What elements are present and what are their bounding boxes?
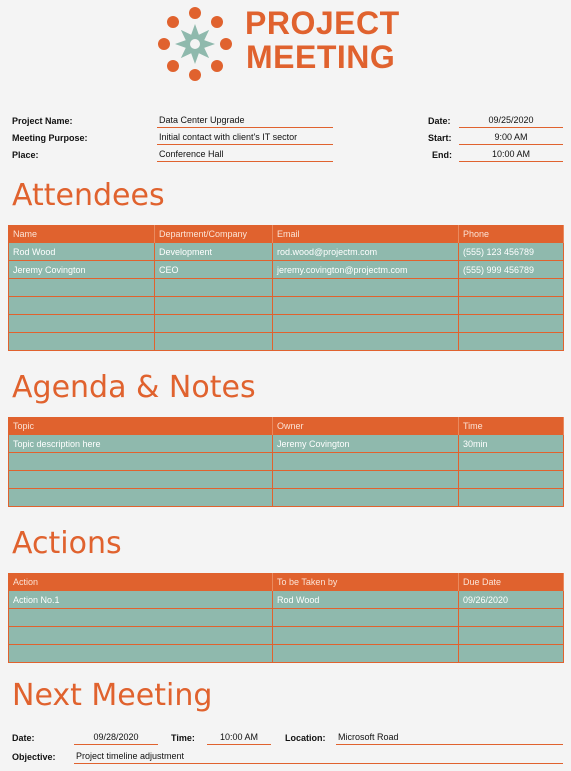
actions-heading: Actions xyxy=(12,526,122,561)
project-name-field[interactable]: Data Center Upgrade xyxy=(157,114,333,128)
title-line-2: MEETING xyxy=(246,39,396,75)
end-time-field[interactable]: 10:00 AM xyxy=(459,148,563,162)
table-cell[interactable] xyxy=(459,333,564,351)
table-cell[interactable]: Rod Wood xyxy=(273,591,459,609)
table-row xyxy=(9,591,564,609)
table-cell[interactable] xyxy=(9,627,273,645)
table-cell[interactable] xyxy=(273,297,459,315)
next-date-field[interactable]: 09/28/2020 xyxy=(74,731,158,745)
table-cell[interactable]: 30min xyxy=(459,435,564,453)
attendees-table xyxy=(8,225,564,351)
objective-field[interactable]: Project timeline adjustment xyxy=(74,750,563,764)
title-line-1: PROJECT xyxy=(245,5,400,41)
table-cell[interactable] xyxy=(459,609,564,627)
table-row xyxy=(9,627,564,645)
table-row xyxy=(9,489,564,507)
table-row xyxy=(9,243,564,261)
table-cell[interactable]: jeremy.covington@projectm.com xyxy=(273,261,459,279)
next-meeting-heading: Next Meeting xyxy=(12,678,213,713)
table-cell[interactable]: 09/26/2020 xyxy=(459,591,564,609)
table-row xyxy=(9,609,564,627)
table-cell[interactable] xyxy=(9,279,155,297)
table-cell[interactable] xyxy=(9,645,273,663)
table-cell[interactable]: Topic description here xyxy=(9,435,273,453)
table-cell[interactable]: (555) 123 456789 xyxy=(459,243,564,261)
next-time-field[interactable]: 10:00 AM xyxy=(207,731,271,745)
table-cell[interactable] xyxy=(273,609,459,627)
table-row xyxy=(9,435,564,453)
table-cell[interactable] xyxy=(273,453,459,471)
table-cell[interactable] xyxy=(273,489,459,507)
table-cell[interactable] xyxy=(9,489,273,507)
start-time-field[interactable]: 9:00 AM xyxy=(459,131,563,145)
table-cell[interactable]: (555) 999 456789 xyxy=(459,261,564,279)
gear-flower-icon xyxy=(155,4,235,84)
table-row xyxy=(9,453,564,471)
table-header-row xyxy=(9,417,564,435)
purpose-label: Meeting Purpose: xyxy=(12,133,88,143)
table-cell[interactable] xyxy=(459,453,564,471)
column-header: Owner xyxy=(273,417,459,435)
table-cell[interactable] xyxy=(273,279,459,297)
table-cell[interactable] xyxy=(273,315,459,333)
table-cell[interactable]: rod.wood@projectm.com xyxy=(273,243,459,261)
table-cell[interactable] xyxy=(9,315,155,333)
table-cell[interactable] xyxy=(459,489,564,507)
table-cell[interactable] xyxy=(273,333,459,351)
attendees-heading: Attendees xyxy=(12,178,165,213)
column-header: Topic xyxy=(9,417,273,435)
table-cell[interactable] xyxy=(9,453,273,471)
column-header: Phone xyxy=(459,225,564,243)
column-header: Action xyxy=(9,573,273,591)
table-cell[interactable]: Jeremy Covington xyxy=(273,435,459,453)
page-title xyxy=(245,6,400,74)
table-cell[interactable] xyxy=(273,471,459,489)
place-label: Place: xyxy=(12,150,39,160)
column-header: Department/Company xyxy=(155,225,273,243)
start-label: Start: xyxy=(428,133,452,143)
table-row xyxy=(9,645,564,663)
column-header: Due Date xyxy=(459,573,564,591)
table-cell[interactable] xyxy=(273,645,459,663)
column-header: Time xyxy=(459,417,564,435)
table-cell[interactable]: Development xyxy=(155,243,273,261)
table-cell[interactable] xyxy=(459,627,564,645)
column-header: Email xyxy=(273,225,459,243)
agenda-table xyxy=(8,417,564,507)
purpose-field[interactable]: Initial contact with client's IT sector xyxy=(157,131,333,145)
objective-label: Objective: xyxy=(12,752,56,762)
table-cell[interactable] xyxy=(459,297,564,315)
table-cell[interactable]: Action No.1 xyxy=(9,591,273,609)
table-cell[interactable] xyxy=(9,609,273,627)
page-header xyxy=(0,0,571,90)
table-cell[interactable] xyxy=(155,279,273,297)
agenda-heading: Agenda & Notes xyxy=(12,370,256,405)
table-row xyxy=(9,261,564,279)
table-cell[interactable] xyxy=(273,627,459,645)
place-field[interactable]: Conference Hall xyxy=(157,148,333,162)
actions-table xyxy=(8,573,564,663)
table-cell[interactable] xyxy=(459,645,564,663)
table-cell[interactable] xyxy=(9,471,273,489)
project-name-label: Project Name: xyxy=(12,116,73,126)
next-date-label: Date: xyxy=(12,733,35,743)
date-label: Date: xyxy=(428,116,451,126)
column-header: Name xyxy=(9,225,155,243)
table-cell[interactable] xyxy=(459,279,564,297)
location-label: Location: xyxy=(285,733,326,743)
table-cell[interactable] xyxy=(155,315,273,333)
table-cell[interactable] xyxy=(9,333,155,351)
table-cell[interactable]: Rod Wood xyxy=(9,243,155,261)
table-row xyxy=(9,315,564,333)
table-cell[interactable] xyxy=(459,471,564,489)
table-row xyxy=(9,297,564,315)
table-cell[interactable] xyxy=(155,297,273,315)
table-row xyxy=(9,471,564,489)
next-time-label: Time: xyxy=(171,733,195,743)
table-header-row xyxy=(9,573,564,591)
table-cell[interactable] xyxy=(459,315,564,333)
table-cell[interactable]: CEO xyxy=(155,261,273,279)
end-label: End: xyxy=(432,150,452,160)
table-row xyxy=(9,279,564,297)
column-header: To be Taken by xyxy=(273,573,459,591)
location-field[interactable]: Microsoft Road xyxy=(336,731,563,745)
table-cell[interactable] xyxy=(155,333,273,351)
date-field[interactable]: 09/25/2020 xyxy=(459,114,563,128)
table-cell[interactable]: Jeremy Covington xyxy=(9,261,155,279)
table-row xyxy=(9,333,564,351)
table-cell[interactable] xyxy=(9,297,155,315)
table-header-row xyxy=(9,225,564,243)
